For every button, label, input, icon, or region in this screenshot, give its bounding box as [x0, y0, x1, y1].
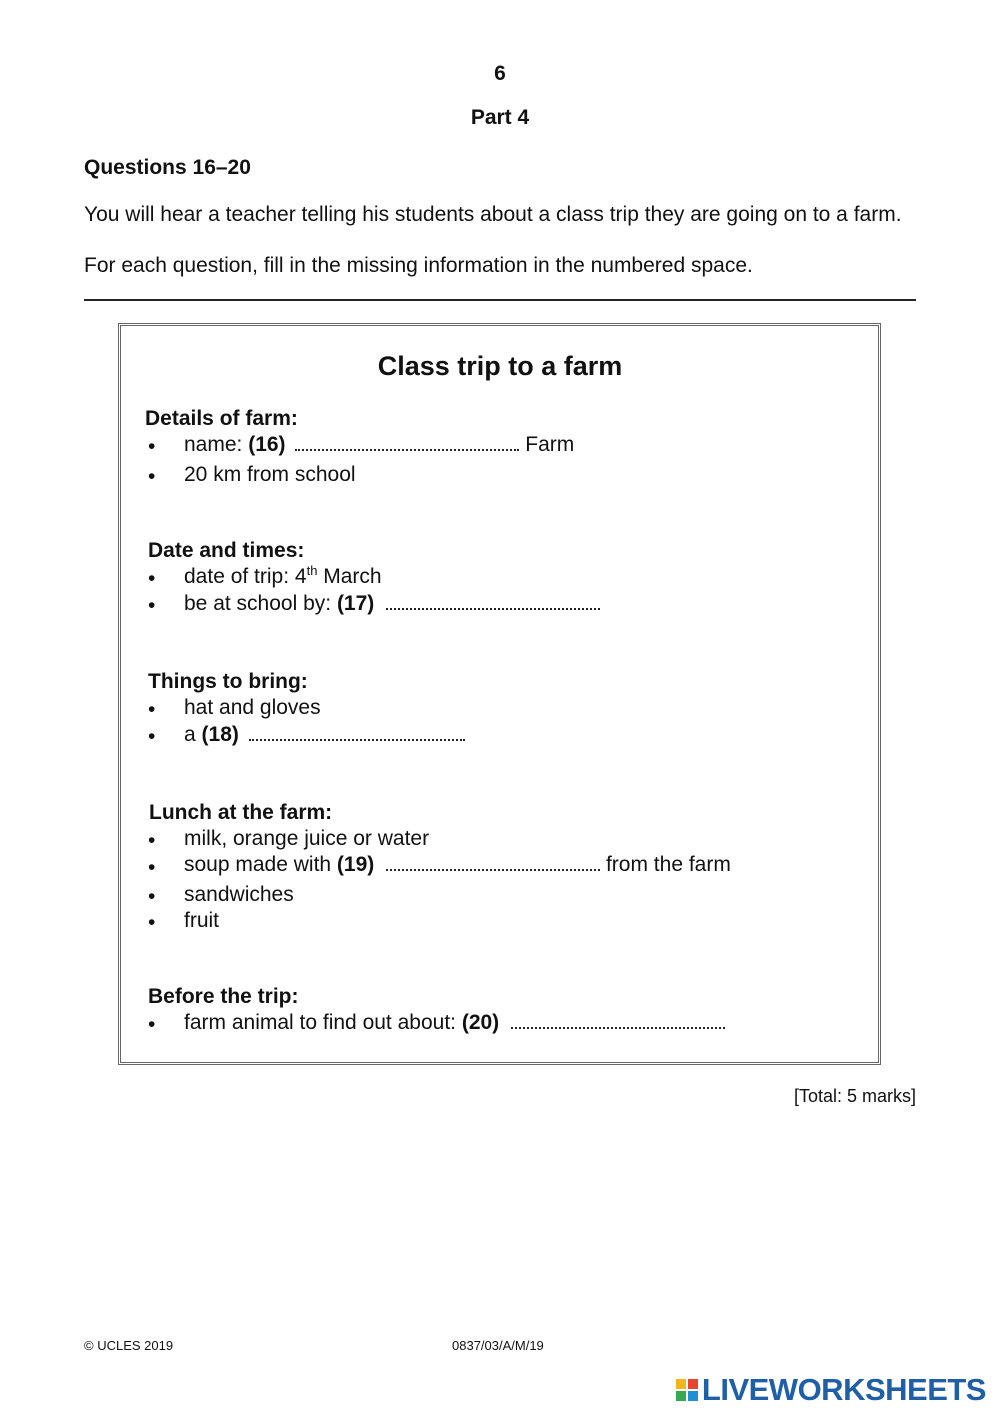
- instructions-line-1: You will hear a teacher telling his students about a class trip they are going on to a farm.: [84, 203, 902, 226]
- answer-blank-18[interactable]: [249, 731, 465, 741]
- logo-text: LIVEWORKSHEETS: [701, 1372, 986, 1407]
- liveworksheets-logo: [676, 1372, 986, 1408]
- part-heading: Part 4: [470, 106, 530, 129]
- item-suffix: Farm: [525, 433, 575, 456]
- list-item-fruit: fruit: [184, 909, 220, 932]
- answer-blank-17[interactable]: [386, 600, 600, 610]
- questions-heading: Questions 16–20: [84, 156, 251, 179]
- question-16-number: (16): [248, 433, 286, 456]
- item-prefix: name:: [184, 433, 249, 456]
- list-item-soup: [184, 852, 731, 878]
- item-suffix: from the farm: [605, 853, 731, 876]
- question-17-number: (17): [336, 592, 375, 615]
- answer-blank-19[interactable]: [386, 861, 600, 871]
- liveworksheets-logo-icon: [676, 1379, 698, 1401]
- page-number: 6: [494, 62, 506, 85]
- bullet: •: [148, 856, 156, 879]
- footer-copyright: © UCLES 2019: [84, 1338, 174, 1353]
- question-19-number: (19): [336, 853, 375, 876]
- list-item-animal: [184, 1010, 725, 1036]
- question-20-number: (20): [461, 1011, 500, 1034]
- bullet: •: [148, 1013, 156, 1036]
- list-item-bring: [184, 722, 465, 748]
- section-heading-before: Before the trip:: [148, 985, 299, 1008]
- ordinal-suffix: th: [306, 563, 318, 578]
- bullet: •: [148, 465, 156, 488]
- item-prefix: farm animal to find out about:: [184, 1011, 462, 1034]
- total-marks: [Total: 5 marks]: [793, 1086, 916, 1106]
- bullet: •: [148, 698, 156, 721]
- list-item-name: [184, 432, 574, 458]
- section-heading-details: Details of farm:: [145, 407, 298, 430]
- item-prefix: a: [184, 723, 202, 746]
- section-heading-dates: Date and times:: [148, 539, 305, 562]
- item-prefix: soup made with: [184, 853, 337, 876]
- list-item-hat: hat and gloves: [184, 696, 321, 719]
- answer-blank-20[interactable]: [511, 1019, 725, 1029]
- list-item-date: [184, 564, 382, 590]
- question-18-number: (18): [201, 723, 239, 746]
- bullet: •: [148, 829, 156, 852]
- item-prefix: be at school by:: [184, 592, 337, 615]
- bullet: •: [148, 911, 156, 934]
- bullet: •: [148, 567, 156, 590]
- item-suffix: March: [317, 565, 382, 588]
- instructions-line-2: For each question, fill in the missing information in the numbered space.: [84, 254, 753, 277]
- item-prefix: date of trip: 4: [184, 565, 307, 588]
- bullet: •: [148, 725, 156, 748]
- answer-blank-16[interactable]: [295, 441, 519, 451]
- bullet: •: [148, 885, 156, 908]
- section-heading-bring: Things to bring:: [148, 670, 308, 693]
- section-heading-lunch: Lunch at the farm:: [149, 801, 333, 824]
- bullet: •: [148, 435, 156, 458]
- bullet: •: [148, 594, 156, 617]
- notes-title: Class trip to a farm: [377, 351, 623, 381]
- footer-code: 0837/03/A/M/19: [452, 1338, 544, 1353]
- list-item-sandwiches: sandwiches: [184, 883, 294, 906]
- divider: [84, 299, 916, 301]
- list-item-time: [184, 591, 600, 617]
- list-item-distance: 20 km from school: [184, 463, 356, 486]
- list-item-drinks: milk, orange juice or water: [184, 827, 430, 850]
